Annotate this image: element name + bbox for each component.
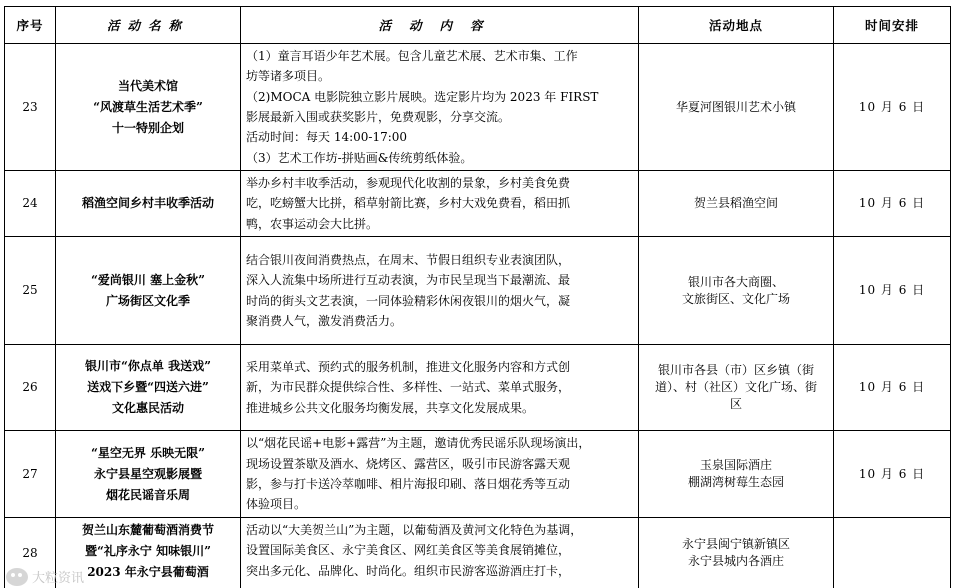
- cell-location: [639, 345, 834, 431]
- content-line: 影展最新入围或获奖影片，免费观影，分享交流。: [246, 110, 511, 124]
- header-name: 活动名称: [56, 7, 241, 44]
- cell-location: [639, 431, 834, 518]
- cell-num: 27: [5, 431, 56, 518]
- content-line: 影，参与打卡送冷萃咖啡、相片海报印刷、落日烟花秀等互动: [246, 477, 571, 491]
- name-line: “风渡草生活艺术季”: [93, 99, 203, 114]
- header-location: 活动地点: [639, 7, 834, 44]
- content-line: （2)MOCA 电影院独立影片展映。选定影片均为 2023 年 FIRST: [246, 89, 599, 104]
- location-line: 银川市各县（市）区乡镇（街: [657, 363, 814, 377]
- name-line: 烟花民谣音乐周: [105, 487, 190, 502]
- cell-num: 28: [5, 518, 56, 588]
- location-line: 银川市各大商圈、: [687, 274, 784, 289]
- location-line: 文旅街区、文化广场: [681, 291, 790, 306]
- cell-activity-content: [241, 518, 639, 588]
- name-line: 送戏下乡暨“四送六进”: [87, 380, 209, 394]
- table-row: [5, 171, 951, 237]
- content-line: 坊等诸多项目。: [246, 69, 331, 84]
- content-line: 聚消费人气，激发消费活力。: [246, 313, 403, 328]
- cell-time: 10 月 6 日: [834, 345, 951, 431]
- cell-time: 10 月 6 日: [834, 237, 951, 345]
- watermark-text: 大粒资讯: [32, 571, 85, 586]
- cell-num: 26: [5, 345, 56, 431]
- cell-activity-content: [241, 345, 639, 431]
- cell-time: 10 月 6 日: [834, 431, 951, 518]
- cell-num: 24: [5, 171, 56, 237]
- location-line: 道）、村（社区）文化广场、街: [654, 380, 817, 394]
- location-line: 华夏河图银川艺术小镇: [675, 99, 796, 114]
- location-line: 棚湖湾树莓生态园: [687, 475, 784, 489]
- name-line: 文化惠民活动: [111, 401, 184, 415]
- name-line: 银川市“你点单 我送戏”: [85, 359, 211, 373]
- name-line: 广场街区文化季: [105, 293, 190, 308]
- cell-time: 10 月 6 日: [834, 171, 951, 237]
- content-line: 活动时间：每天 14:00-17:00: [246, 130, 408, 145]
- table-row: [5, 518, 951, 588]
- content-line: 以“烟花民谣+电影+露营”为主题，邀请优秀民谣乐队现场演出，: [246, 436, 591, 451]
- table-header-row: [5, 7, 951, 44]
- content-line: 鸭，农事运动会大比拼。: [246, 216, 379, 231]
- content-line: 结合银川夜间消费热点，在周末、节假日组织专业表演团队，: [246, 252, 571, 267]
- location-line: 贺兰县稻渔空间: [693, 196, 778, 210]
- cell-activity-content: [241, 237, 639, 345]
- content-line: 新，为市民群众提供综合性、多样性、一站式、菜单式服务，: [246, 380, 571, 395]
- cell-activity-name: [56, 237, 241, 345]
- cell-activity-content: [241, 44, 639, 171]
- location-line: 永宁县城内各酒庄: [687, 554, 784, 568]
- name-line: 稻渔空间乡村丰收季活动: [81, 196, 214, 210]
- name-line: 十一特别企划: [111, 120, 184, 135]
- cell-num: 23: [5, 44, 56, 171]
- watermark-logo-icon: [6, 568, 28, 586]
- content-line: 举办乡村丰收季活动，参观现代化收割的景象，乡村美食免费: [246, 175, 571, 190]
- name-line: 永宁县星空观影展暨: [93, 466, 202, 481]
- header-time: 时间安排: [834, 7, 951, 44]
- content-line: （1）童言耳语少年艺术展。包含儿童艺术展、艺术市集、工作: [246, 48, 578, 63]
- cell-activity-name: [56, 171, 241, 237]
- content-line: 吃，吃螃蟹大比拼，稻草射箭比赛，乡村大戏免费看，稻田抓: [246, 196, 571, 211]
- cell-activity-name: [56, 44, 241, 171]
- cell-location: [639, 171, 834, 237]
- content-line: 突出多元化、品牌化、时尚化。组织市民游客巡游酒庄打卡，: [246, 563, 571, 578]
- content-line: 推进城乡公共文化服务均衡发展，共享文化发展成果。: [246, 400, 535, 415]
- cell-location: [639, 237, 834, 345]
- header-num: 序号: [5, 7, 56, 44]
- location-line: 区: [729, 397, 742, 411]
- content-line: 现场设置茶歇及酒水、烧烤区、露营区，吸引市民游客露天观: [246, 456, 571, 471]
- watermark: [6, 567, 84, 586]
- location-line: 玉泉国际酒庄: [699, 458, 772, 472]
- activity-schedule-table: [4, 6, 951, 588]
- cell-num: 25: [5, 237, 56, 345]
- content-line: 时尚的街头文艺表演，一同体验精彩休闲夜银川的烟火气，凝: [246, 293, 571, 308]
- content-line: 活动以“大美贺兰山”为主题，以葡萄酒及黄河文化特色为基调，: [246, 523, 583, 537]
- name-line: “星空无界 乐映无限”: [91, 445, 205, 460]
- cell-location: [639, 44, 834, 171]
- content-line: 采用菜单式、预约式的服务机制，推进文化服务内容和方式创: [246, 359, 571, 374]
- content-line: 体验项目。: [246, 497, 307, 512]
- location-line: 永宁县闽宁镇新镇区: [681, 537, 790, 551]
- content-line: 深入人流集中场所进行互动表演，为市民呈现当下最潮流、最: [246, 273, 571, 288]
- table-row: [5, 44, 951, 171]
- cell-location: [639, 518, 834, 588]
- table-row: [5, 237, 951, 345]
- table-row: [5, 431, 951, 518]
- cell-activity-content: [241, 171, 639, 237]
- name-line: 暨“礼序永宁 知味银川”: [85, 544, 211, 558]
- name-line: 当代美术馆: [117, 78, 178, 93]
- name-line: 贺兰山东麓葡萄酒消费节: [81, 523, 214, 537]
- content-line: 设置国际美食区、永宁美食区、网红美食区等美食展销摊位，: [246, 543, 571, 558]
- cell-activity-name: [56, 431, 241, 518]
- cell-time: [834, 518, 951, 588]
- cell-time: 10 月 6 日: [834, 44, 951, 171]
- cell-activity-name: [56, 345, 241, 431]
- name-line: 2023 年永宁县葡萄酒: [87, 565, 209, 579]
- name-line: “爱尚银川 塞上金秋”: [91, 272, 205, 287]
- table-row: [5, 345, 951, 431]
- cell-activity-content: [241, 431, 639, 518]
- header-content: 活动内容: [241, 7, 639, 44]
- content-line: （3）艺术工作坊-拼贴画&传统剪纸体验。: [246, 150, 473, 165]
